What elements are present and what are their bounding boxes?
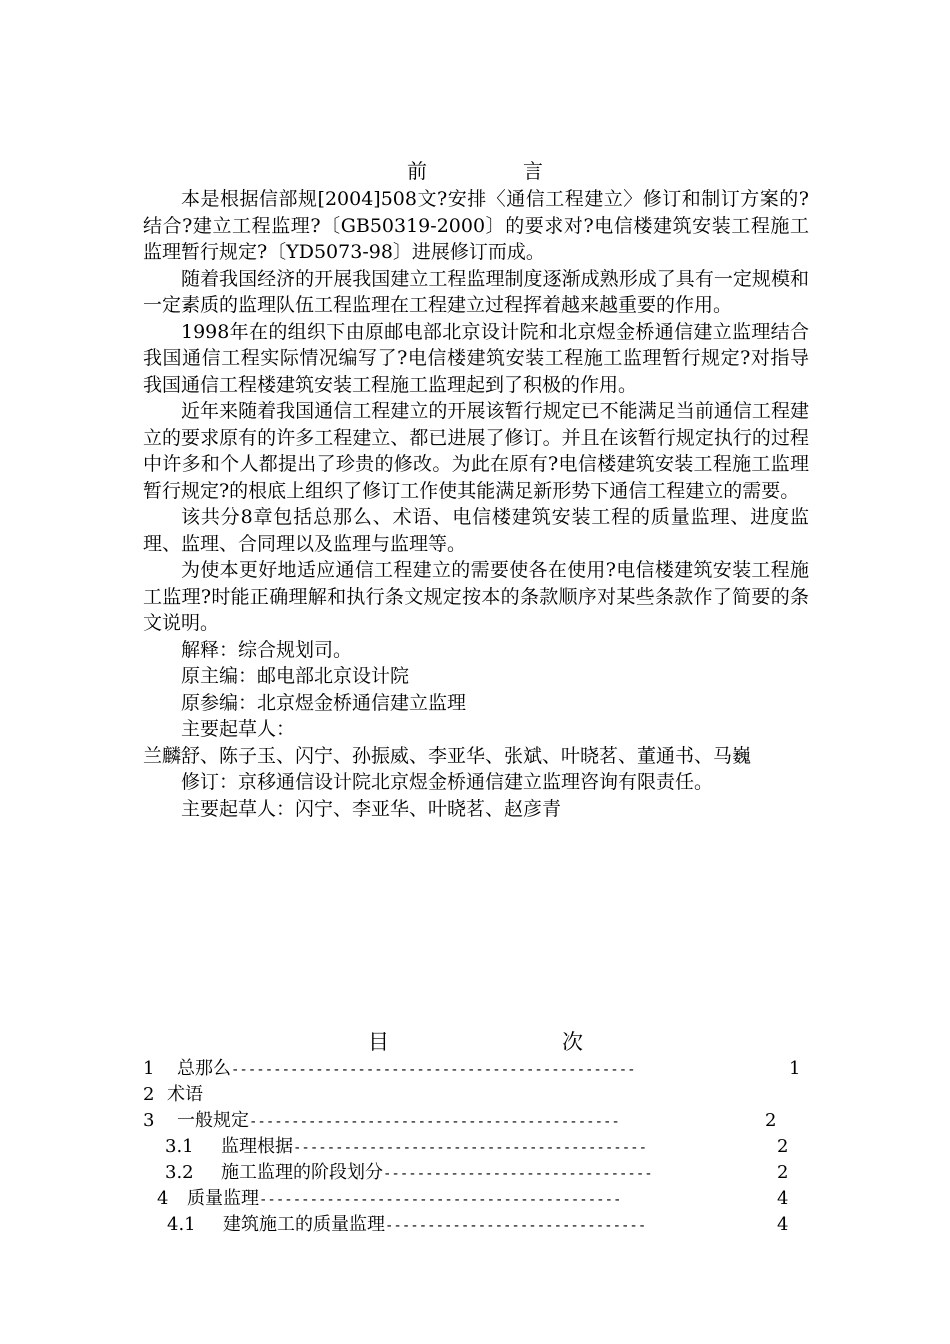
preface-paragraph: 1998年在的组织下由原邮电部北京设计院和北京煜金桥通信建立监理结合我国通信工程实际情况编写了?电信楼建筑安装工程施工监理暂行规定?对指导我国通信工程楼建筑安装工程施工监理起到了积极的作用。 [143,320,809,396]
toc-entry-number: 3.1 [165,1136,194,1157]
preface-heading-char-1: 前 [407,159,427,183]
toc-entry[interactable] [143,1082,809,1108]
toc-entry-page: 1 [789,1058,801,1079]
toc-entry-number: 1 [143,1058,155,1079]
toc-entry-number: 2 [143,1084,155,1105]
preface-heading-char-2: 言 [523,159,543,183]
toc-entry-page: 4 [777,1188,789,1209]
toc-leader: -------------------------------------------- [249,1114,620,1130]
preface-body [143,186,809,822]
toc-entry-page: 2 [777,1136,789,1157]
toc-entry-number: 4 [157,1188,169,1209]
drafters-list: 兰麟舒、陈子玉、闪宁、孙振威、李亚华、张斌、叶晓茗、董通书、马巍 [143,744,752,767]
preface-paragraph: 该共分8章包括总那么、术语、电信楼建筑安装工程的质量监理、进度监理、监理、合同理以及监理与监理等。 [143,506,809,555]
toc-entry-title: 施工监理的阶段划分 [221,1162,383,1183]
toc-entry-number: 3.2 [165,1162,194,1183]
toc-leader: ------------------------------- [385,1218,647,1234]
table-of-contents [143,1056,809,1238]
toc-entry[interactable] [143,1134,809,1160]
interpretation-line: 解释：综合规划司。 [181,638,353,661]
toc-leader: -------------------------------- [383,1166,653,1182]
toc-entry[interactable] [143,1212,809,1238]
toc-entry[interactable] [143,1108,809,1134]
toc-heading-char-2: 次 [562,1030,583,1054]
preface-paragraph: 本是根据信部规[2004]508文?安排〈通信工程建立〉修订和制订方案的?结合?建立工程监理?〔GB50319-2000〕的要求对?电信楼建筑安装工程施工监理暂行规定?〔YD5073-98〕进展修订而成。 [143,188,809,263]
toc-entry-title: 术语 [167,1084,203,1105]
revision-drafters-line: 主要起草人：闪宁、李亚华、叶晓茗、赵彦青 [181,797,562,820]
toc-entry-title: 一般规定 [177,1110,249,1131]
revision-line: 修订：京移通信设计院北京煜金桥通信建立监理咨询有限责任。 [181,771,714,793]
toc-entry-title: 质量监理 [187,1188,259,1209]
preface-heading [0,155,950,184]
toc-leader: ------------------------------------------- [259,1192,622,1208]
original-editor-line: 原主编：邮电部北京设计院 [181,665,410,687]
toc-entry-title: 总那么 [177,1058,231,1079]
toc-leader: ------------------------------------------------ [231,1062,636,1078]
toc-entry-page: 2 [777,1162,789,1183]
toc-entry-page: 2 [765,1110,777,1131]
toc-entry-number: 4.1 [167,1214,196,1235]
toc-entry-page: 4 [777,1214,789,1235]
preface-paragraph: 近年来随着我国通信工程建立的开展该暂行规定已不能满足当前通信工程建立的要求原有的许多工程建立、都已进展了修订。并且在该暂行规定执行的过程中许多和个人都提出了珍贵的修改。为此在原有?电信楼建筑安装工程施工监理暂行规定?的根底上组织了修订工作使其能满足新形势下通信工程建立的需要。 [143,400,809,502]
toc-entry[interactable] [143,1186,809,1212]
preface-paragraph: 随着我国经济的开展我国建立工程监理制度逐渐成熟形成了具有一定规模和一定素质的监理队伍工程监理在工程建立过程挥着越来越重要的作用。 [143,267,809,316]
toc-entry[interactable] [143,1160,809,1186]
toc-entry-number: 3 [143,1110,155,1131]
toc-entry[interactable] [143,1056,809,1082]
toc-entry-title: 建筑施工的质量监理 [223,1214,385,1235]
toc-heading-char-1: 目 [368,1030,389,1054]
preface-paragraph: 为使本更好地适应通信工程建立的需要使各在使用?电信楼建筑安装工程施工监理?时能正确理解和执行条文规定按本的条款顺序对某些条款作了简要的条文说明。 [143,559,809,634]
toc-leader: ------------------------------------------ [293,1140,648,1156]
drafters-label: 主要起草人： [181,718,296,740]
original-participant-line: 原参编：北京煜金桥通信建立监理 [181,691,467,714]
toc-entry-title: 监理根据 [221,1136,293,1157]
